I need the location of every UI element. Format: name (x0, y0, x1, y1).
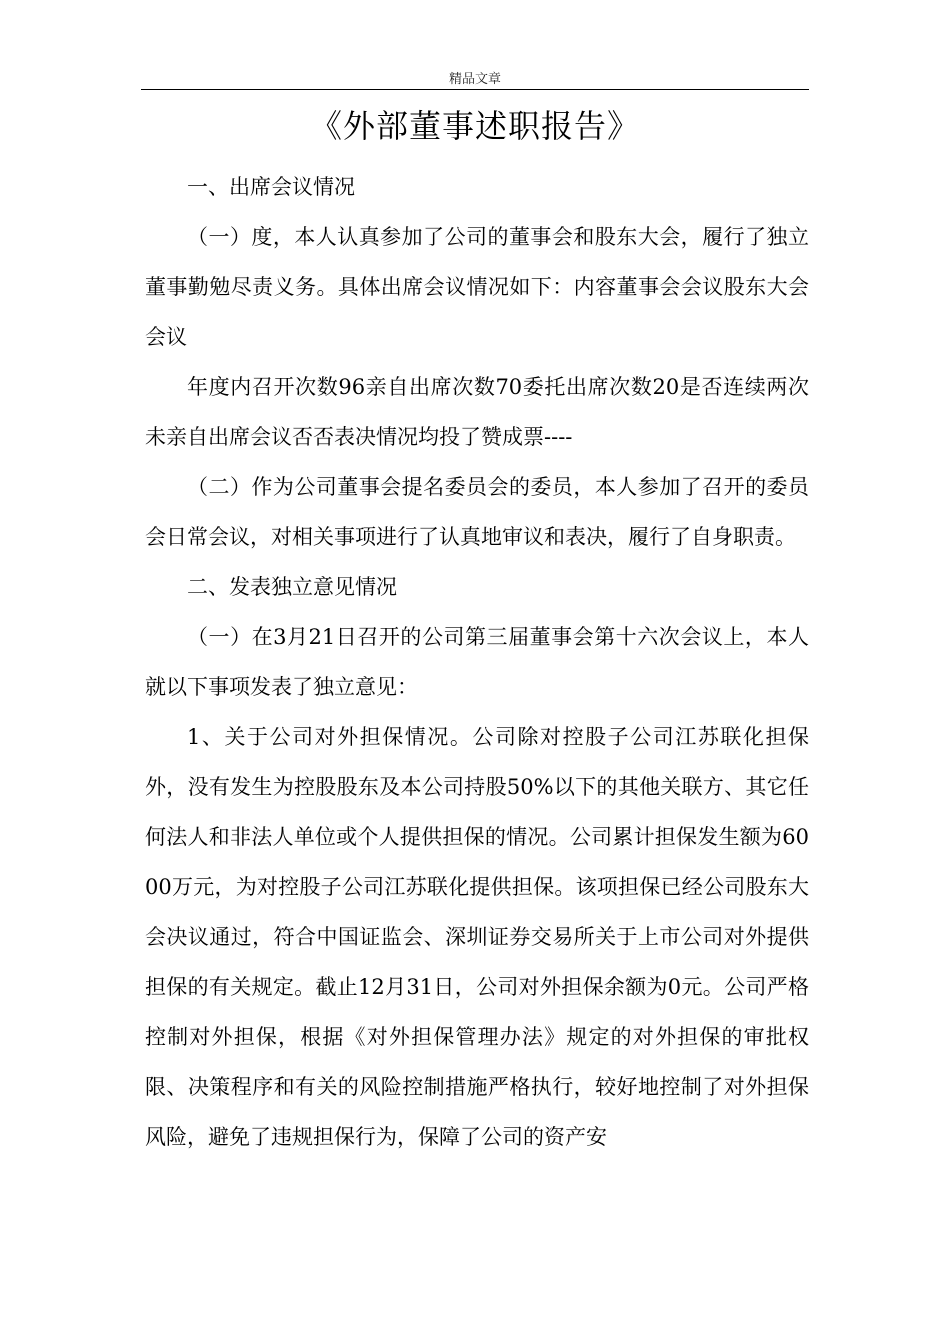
document-body (145, 162, 809, 1162)
section-heading-attendance: 一、出席会议情况 (187, 175, 355, 199)
paragraph-external-guarantee: 1、关于公司对外担保情况。公司除对控股子公司江苏联化担保外，没有发生为控股股东及本公司持股50%以下的其他关联方、其它任何法人和非法人单位或个人提供担保的情况。公司累计担保发生额为6000万元，为对控股子公司江苏联化提供担保。该项担保已经公司股东大会决议通过，符合中国证监会、深圳证券交易所关于上市公司对外提供担保的有关规定。截止12月31日，公司对外担保余额为0元。公司严格控制对外担保，根据《对外担保管理办法》规定的对外担保的审批权限、决策程序和有关的风险控制措施严格执行，较好地控制了对外担保风险，避免了违规担保行为，保障了公司的资产安 (145, 725, 809, 1149)
paragraph-meeting-opinion: （一）在3月21日召开的公司第三届董事会第十六次会议上，本人就以下事项发表了独立意见： (145, 625, 809, 699)
document-title: 《外部董事述职报告》 (309, 107, 640, 145)
page-header-label: 精品文章 (448, 72, 501, 87)
paragraph-attendance-stats: 年度内召开次数96亲自出席次数70委托出席次数20是否连续两次未亲自出席会议否否表决情况均投了赞成票---- (145, 375, 809, 449)
paragraph-nomination-committee: （二）作为公司董事会提名委员会的委员，本人参加了召开的委员会日常会议，对相关事项进行了认真地审议和表决，履行了自身职责。 (145, 475, 809, 549)
section-heading-opinions: 二、发表独立意见情况 (187, 575, 397, 599)
paragraph-attendance-board: （一）度，本人认真参加了公司的董事会和股东大会，履行了独立董事勤勉尽责义务。具体出席会议情况如下：内容董事会会议股东大会会议 (145, 225, 809, 349)
header-divider (141, 89, 809, 90)
